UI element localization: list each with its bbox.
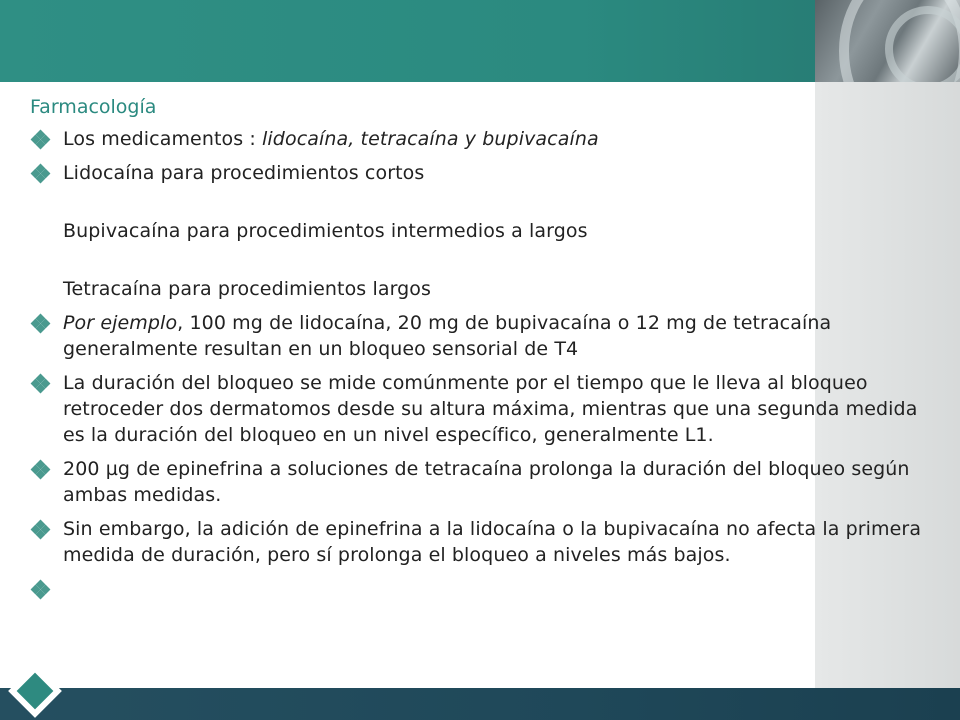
- four-diamond-bullet-icon: [32, 521, 48, 537]
- bullet-line-bupivacaina: Bupivacaína para procedimientos intermedios a largos: [63, 220, 588, 242]
- four-diamond-bullet-icon: [32, 461, 48, 477]
- line-gap: [63, 186, 930, 218]
- four-diamond-bullet-icon: [32, 375, 48, 391]
- bullet-line-lidocaina: Lidocaína para procedimientos cortos: [63, 162, 425, 184]
- bullet-item-medicamentos: [30, 126, 930, 152]
- four-diamond-bullet-icon: [32, 581, 48, 597]
- slide-content: [30, 96, 930, 604]
- bullet-text: La duración del bloqueo se mide comúnmente por el tiempo que le lleva al bloqueo retroceder dos dermatomos desde su altura máxima, mientras que una segunda medida es la duración del bloqueo en un nivel específico, generalmente L1.: [63, 372, 918, 446]
- bullet-text-italic: Por ejemplo: [63, 312, 178, 334]
- bullet-text-italic: lidocaína, tetracaína y bupivacaína: [262, 128, 599, 150]
- bullet-text: Los medicamentos :: [63, 128, 263, 150]
- header-metallic-graphic: [815, 0, 960, 82]
- bullet-item-epinefrina: [30, 456, 930, 508]
- bullet-item-duracion: [30, 370, 930, 448]
- bullet-item-procedimientos: [30, 160, 930, 302]
- bullet-item-ejemplo: [30, 310, 930, 362]
- four-diamond-bullet-icon: [32, 131, 48, 147]
- bullet-item-sin-embargo: [30, 516, 930, 568]
- bullet-text: Sin embargo, la adición de epinefrina a la lidocaína o la bupivacaína no afecta la primera medida de duración, pero sí prolonga el bloqueo a niveles más bajos.: [63, 518, 922, 566]
- footer-bar: [0, 688, 960, 720]
- slide-title: Farmacología: [30, 96, 157, 118]
- line-gap: [63, 244, 930, 276]
- four-diamond-bullet-icon: [32, 165, 48, 181]
- header-bar: [0, 0, 960, 82]
- bullet-item-empty: [30, 576, 930, 596]
- bullet-text: 200 µg de epinefrina a soluciones de tetracaína prolonga la duración del bloqueo según ambas medidas.: [63, 458, 910, 506]
- bullet-text: , 100 mg de lidocaína, 20 mg de bupivacaína o 12 mg de tetracaína generalmente resultan en un bloqueo sensorial de T4: [63, 312, 832, 360]
- bullet-line-tetracaina: Tetracaína para procedimientos largos: [63, 278, 432, 300]
- four-diamond-bullet-icon: [32, 315, 48, 331]
